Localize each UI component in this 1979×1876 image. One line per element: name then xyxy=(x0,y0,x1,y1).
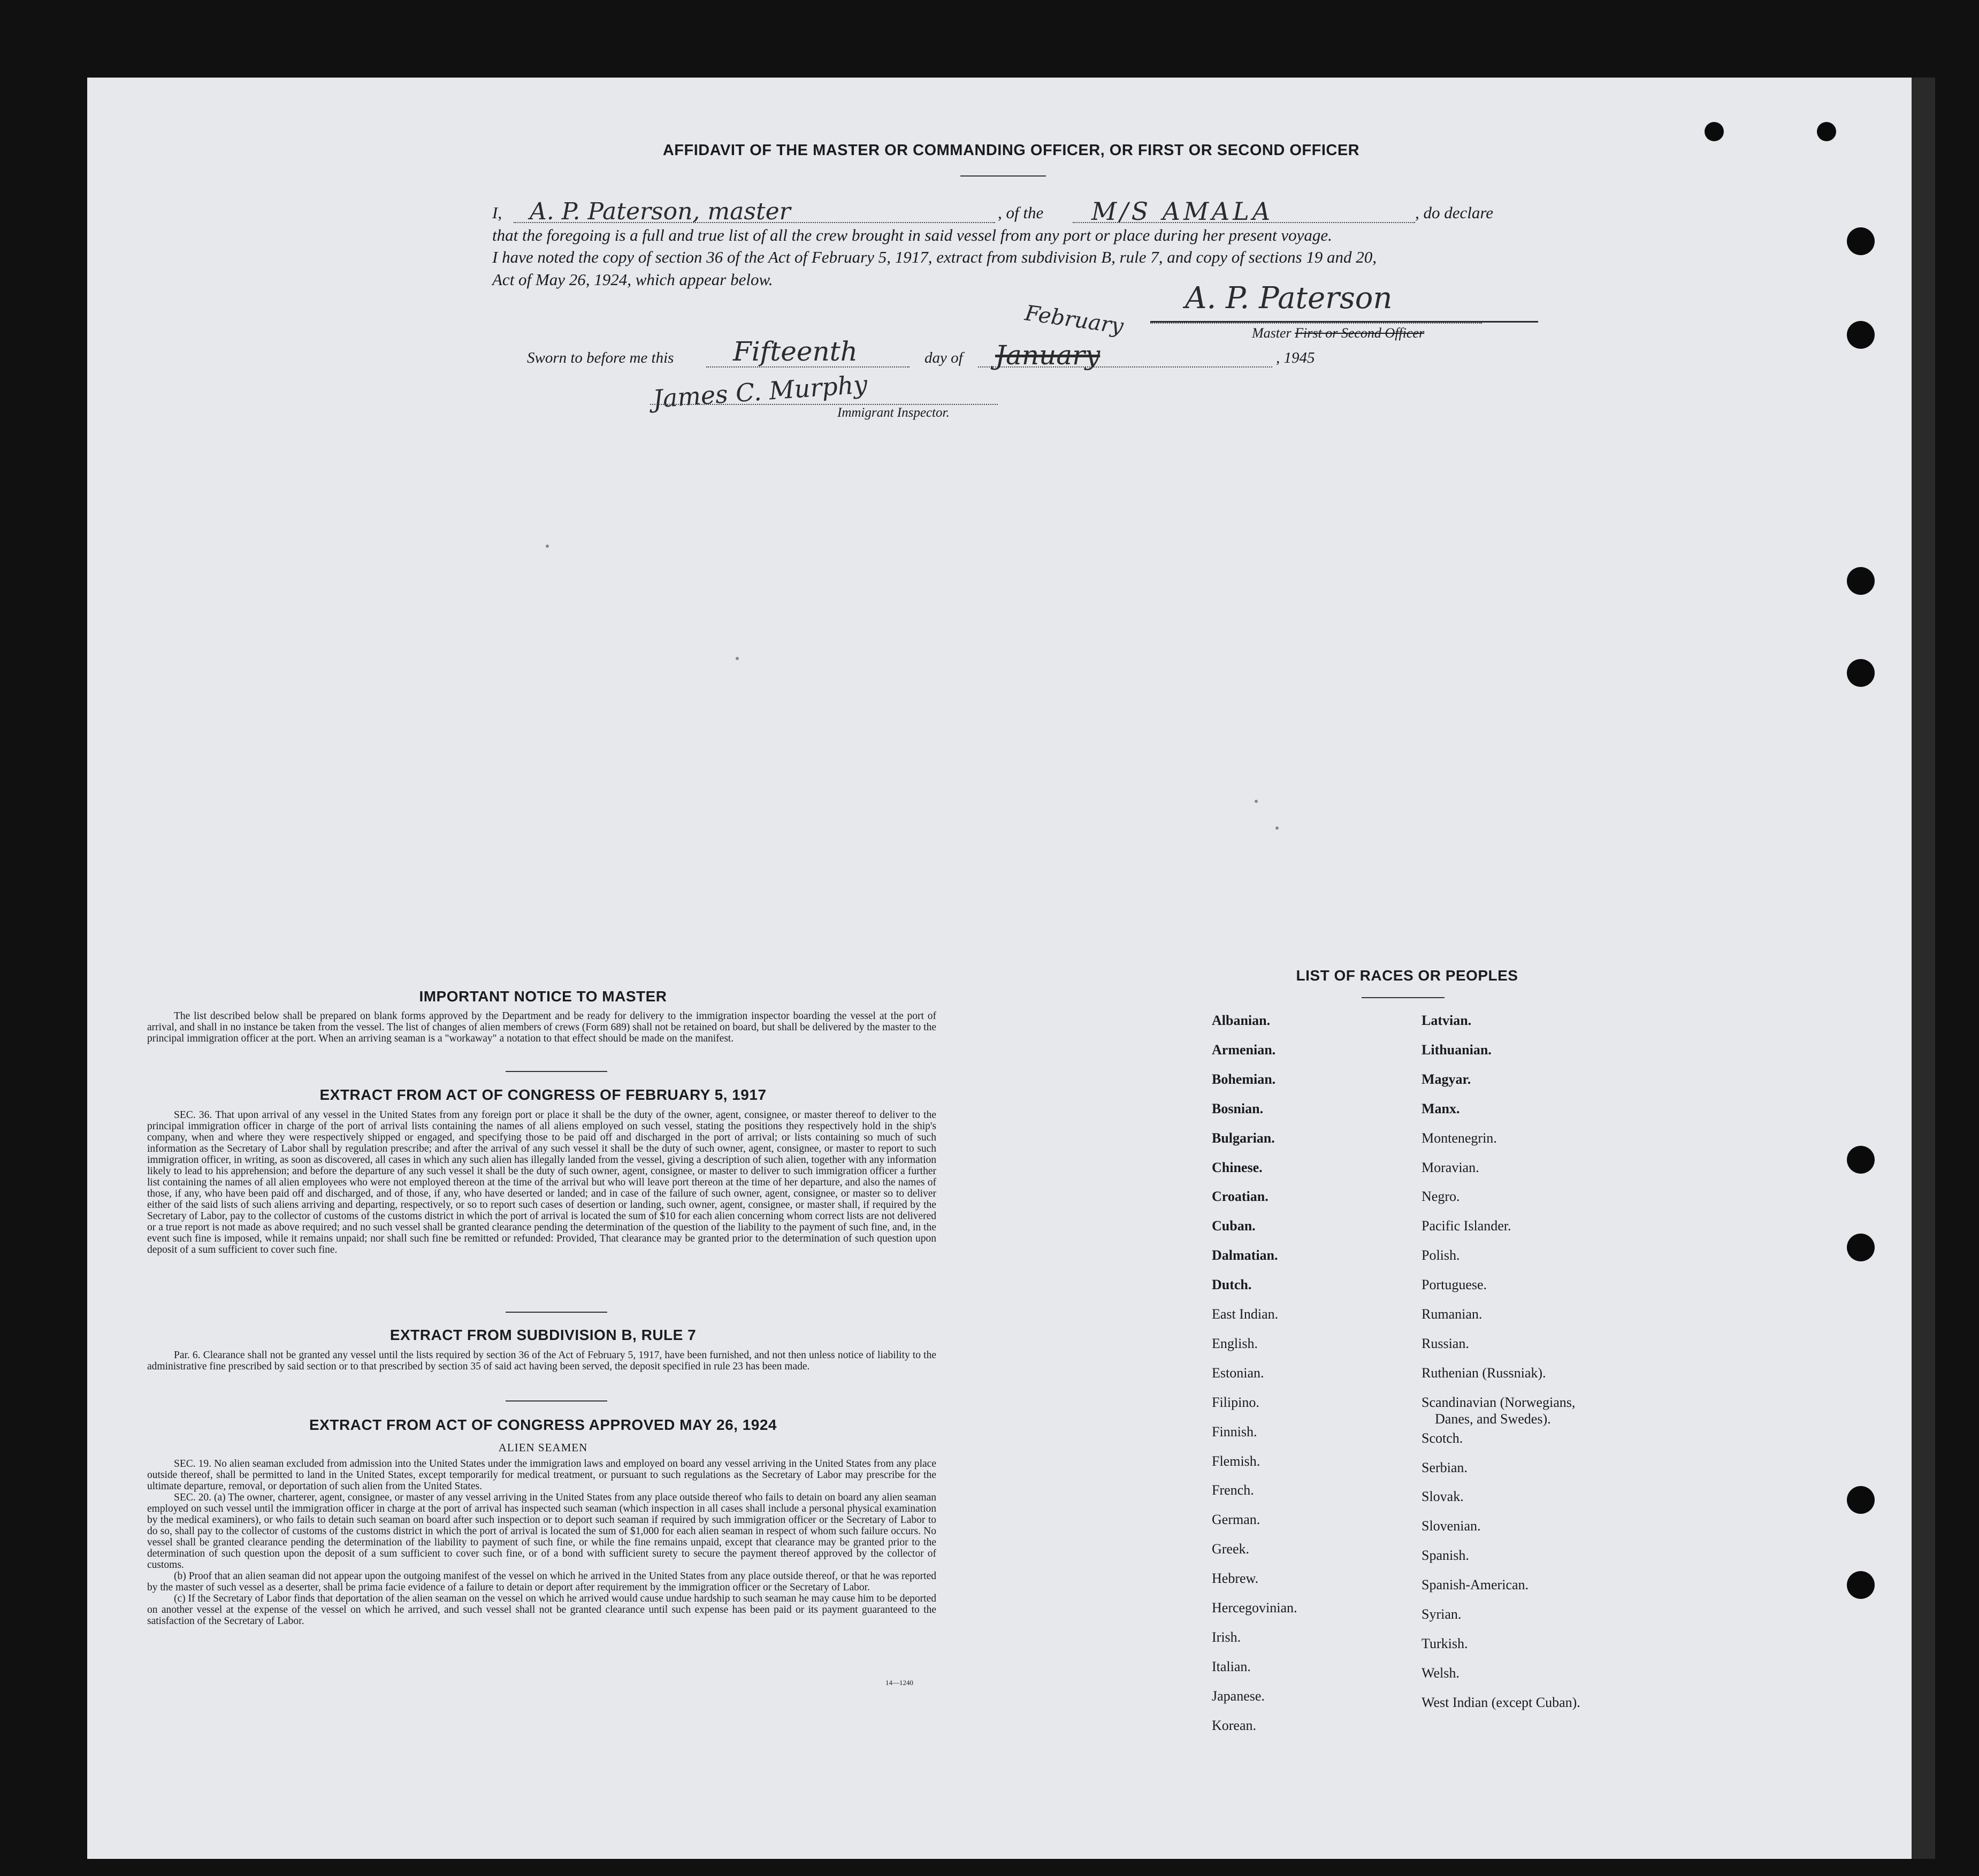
race-item: Serbian. xyxy=(1422,1459,1468,1475)
race-item: Bulgarian. xyxy=(1212,1130,1275,1146)
inspector-label: Immigrant Inspector. xyxy=(837,405,950,420)
month-correction-handwritten: February xyxy=(1023,301,1125,339)
master-label xyxy=(1252,325,1424,341)
race-item: Bohemian. xyxy=(1212,1071,1276,1087)
race-item: Flemish. xyxy=(1212,1453,1260,1469)
race-item: Filipino. xyxy=(1212,1394,1259,1410)
notice-title: IMPORTANT NOTICE TO MASTER xyxy=(419,988,667,1005)
race-item: Spanish. xyxy=(1422,1548,1469,1564)
extract-1917-title: EXTRACT FROM ACT OF CONGRESS OF FEBRUARY 5, 1917 xyxy=(319,1086,767,1103)
divider xyxy=(506,1312,607,1313)
race-item: Russian. xyxy=(1422,1335,1469,1351)
race-item: Moravian. xyxy=(1422,1159,1479,1175)
extract-rule7-title: EXTRACT FROM SUBDIVISION B, RULE 7 xyxy=(389,1327,697,1343)
alien-seamen-subtitle: ALIEN SEAMEN xyxy=(498,1441,588,1454)
race-item: Rumanian. xyxy=(1422,1306,1483,1322)
of-the-text: , of the xyxy=(998,203,1044,222)
sworn-text: Sworn to before me this xyxy=(527,349,674,366)
pronoun: I, xyxy=(492,203,502,222)
race-item: Syrian. xyxy=(1422,1606,1462,1622)
race-item: Dutch. xyxy=(1212,1277,1252,1293)
title-divider xyxy=(960,175,1046,177)
extract-1917-text: SEC. 36. That upon arrival of any vessel in the United States from any foreign port or place it shall be the duty of the owner, agent, consignee, or master thereof to deliver to the principal immigration officer in charge of the port of arrival lists containing the names of all aliens employed on such vessel, stating the positions they respectively hold in the ship's company, when and where they were respectively shipped or engaged, and specifying those to be paid off and discharged in the port of arrival; or lists containing so much of such information as the Secretary of Labor shall by regulation prescribe; and after the arrival of any such vessel it shall be the duty of such owner, agent, consignee, or master to report to such immigration officer, in writing, as soon as discovered, all cases in which any such alien has illegally landed from the vessel, giving a description of such alien, together with any information likely to lead to his apprehension; and before the departure of any such vessel it shall be the duty of such owner, agent, consignee, or master to deliver to such immigration officer a further list containing the names of all alien employees who were not employed thereon at the time of the arrival but who will leave port thereon at the time of her departure, and also the names of those, if any, who have been paid off and discharged, and of those, if any, who have deserted or landed; and in case of the failure of such owner, agent, consignee, or master so to deliver either of the said lists of such aliens arriving and departing, respectively, or so to report such cases of desertion or landing, such owner, agent, consignee, or master shall, if required by the Secretary of Labor, pay to the collector of customs of the customs district in which the port of arrival is located the sum of $10 for each alien concerning whom correct lists are not delivered or a true report is not made as above required; and no such vessel shall be granted clearance pending the determination of the question of the liability to the payment of such fine, and, in the event such fine is imposed, while it remains unpaid; nor shall such fine be remitted or refunded: Provided, That clearance may be granted prior to the determination of such question upon deposit of a sum sufficient to cover such fine. xyxy=(147,1109,936,1255)
race-item: Latvian. xyxy=(1422,1013,1472,1028)
race-item: Chinese. xyxy=(1212,1159,1263,1175)
race-item-continuation: Danes, and Swedes). xyxy=(1435,1411,1551,1427)
master-word: Master xyxy=(1252,325,1292,341)
race-item: Armenian. xyxy=(1212,1042,1276,1058)
do-declare-text: , do declare xyxy=(1415,203,1494,222)
race-item: Estonian. xyxy=(1212,1365,1264,1381)
race-item: East Indian. xyxy=(1212,1306,1279,1322)
race-item: Polish. xyxy=(1422,1247,1460,1264)
punch-hole xyxy=(1847,321,1875,349)
race-item: Lithuanian. xyxy=(1422,1042,1492,1058)
affidavit-line-4: Act of May 26, 1924, which appear below. xyxy=(492,270,773,289)
master-name-handwritten: A. P. Paterson, master xyxy=(530,198,791,225)
day-of-text: day of xyxy=(924,349,963,366)
race-item: Slovak. xyxy=(1422,1489,1464,1505)
race-item: Magyar. xyxy=(1422,1071,1471,1087)
form-number: 14—1240 xyxy=(885,1679,913,1687)
notice-text: The list described below shall be prepared on blank forms approved by the Department and be ready for delivery to the immigration inspector boarding the vessel at the port of arrival, and shall in no instance be taken from the vessel. The list of changes of alien members of crews (Form 689) shall not be retained on board, but shall be delivered by the master to the principal immigration officer at the port. When an arriving seaman is a "workaway" a notation to that effect should be made on the manifest. xyxy=(147,1010,936,1044)
punch-hole xyxy=(1847,1486,1875,1514)
race-item: Japanese. xyxy=(1212,1688,1265,1704)
race-item: Portuguese. xyxy=(1422,1277,1487,1293)
race-item: Montenegrin. xyxy=(1422,1130,1497,1146)
race-item: Spanish-American. xyxy=(1422,1577,1529,1593)
punch-hole xyxy=(1847,659,1875,687)
day-handwritten: Fifteenth xyxy=(733,336,858,367)
divider xyxy=(506,1071,607,1072)
race-item: Ruthenian (Russniak). xyxy=(1422,1365,1546,1381)
affidavit-title: AFFIDAVIT OF THE MASTER OR COMMANDING OFFICER, OR FIRST OR SECOND OFFICER xyxy=(662,142,1360,159)
race-item: Slovenian. xyxy=(1422,1518,1481,1534)
race-item: Albanian. xyxy=(1212,1013,1271,1028)
month-struck-handwritten: January xyxy=(995,340,1101,371)
race-item: Italian. xyxy=(1212,1658,1251,1674)
section-20c: (c) If the Secretary of Labor finds that deportation of the alien seaman on the vessel on which he arrived would cause undue hardship to such seaman he may cause him to be deported on another vessel at the expense of the vessel on which he arrived, and such vessel shall not be granted clearance until such expense has been paid or its payment guaranteed to the satisfaction of the Secretary of Labor. xyxy=(147,1593,936,1627)
race-item: Welsh. xyxy=(1422,1665,1460,1681)
race-item: Dalmatian. xyxy=(1212,1247,1278,1264)
race-item: Hebrew. xyxy=(1212,1571,1259,1587)
punch-hole xyxy=(1847,1146,1875,1174)
race-item: Scotch. xyxy=(1422,1430,1463,1446)
punch-hole xyxy=(1847,567,1875,595)
affidavit-line-2: that the foregoing is a full and true list of all the crew brought in said vessel from any port or place during her present voyage. xyxy=(492,226,1332,244)
race-item: Hercegovinian. xyxy=(1212,1600,1297,1615)
punch-hole xyxy=(1817,122,1836,141)
year-text: , 1945 xyxy=(1276,349,1315,366)
master-signature-line xyxy=(1150,323,1482,324)
speck xyxy=(1255,800,1258,803)
race-item: Irish. xyxy=(1212,1629,1241,1645)
affidavit-line-3: I have noted the copy of section 36 of the Act of February 5, 1917, extract from subdivision B, rule 7, and copy of sections 19 and 20, xyxy=(492,248,1377,266)
section-19: SEC. 19. No alien seaman excluded from admission into the United States under the immigration laws and employed on board any vessel arriving in the United States from any place outside thereof, shall be permitted to land in the United States, except temporarily for medical treatment, or pursuant to such regulations as the Secretary of Labor may prescribe for the ultimate departure, removal, or deportation of such alien from the United States. xyxy=(147,1458,936,1492)
extract-1924-title: EXTRACT FROM ACT OF CONGRESS APPROVED MAY 26, 1924 xyxy=(309,1416,777,1433)
race-item: West Indian (except Cuban). xyxy=(1422,1694,1580,1710)
officer-struck: First or Second Officer xyxy=(1295,325,1425,341)
race-item: Negro. xyxy=(1422,1189,1460,1205)
race-item: French. xyxy=(1212,1482,1254,1498)
races-title: LIST OF RACES OR PEOPLES xyxy=(1296,967,1518,984)
race-item: Finnish. xyxy=(1212,1423,1257,1439)
speck xyxy=(546,545,549,548)
race-item: Korean. xyxy=(1212,1717,1257,1733)
speck xyxy=(1275,826,1279,830)
race-item: Greek. xyxy=(1212,1541,1250,1557)
punch-hole xyxy=(1847,1571,1875,1599)
section-20b: (b) Proof that an alien seaman did not appear upon the outgoing manifest of the vessel on which he arrived in the United States from any place outside thereof, or that he was reported by the master of such vessel as a deserter, shall be prima facie evidence of a failure to detain or deport after requirement by the immigration officer or the Secretary of Labor. xyxy=(147,1571,936,1593)
vessel-name-handwritten: M/S AMALA xyxy=(1091,197,1274,226)
race-item: English. xyxy=(1212,1335,1258,1351)
section-20a: SEC. 20. (a) The owner, charterer, agent, consignee, or master of any vessel arriving in the United States from any place outside thereof who fails to detain on board any alien seaman employed on such vessel until the immigration officer in charge at the port of arrival has inspected such seaman (which inspection in all cases shall include a personal physical examination by the medical examiners), or who fails to detain such seaman on board after such inspection or to deport such seaman if required by such immigration officer or the Secretary of Labor to do so, shall pay to the collector of customs of the customs district in which the port of arrival is located the sum of $1,000 for each alien seaman in respect of whom such failure occurs. No vessel shall be granted clearance pending the determination of the liability to payment of such fine, or while the fine remains unpaid, except that clearance may be granted prior to the determination of such question upon the deposit of a sum sufficient to cover such fine, or of a bond with sufficient surety to secure the payment thereof approved by the collector of customs. xyxy=(147,1492,936,1571)
race-item: Manx. xyxy=(1422,1100,1460,1116)
race-item: Pacific Islander. xyxy=(1422,1218,1511,1234)
divider xyxy=(506,1400,607,1402)
race-item: German. xyxy=(1212,1512,1260,1528)
punch-hole xyxy=(1847,227,1875,255)
extract-1924-text xyxy=(147,1458,936,1627)
punch-hole xyxy=(1847,1234,1875,1261)
race-item: Croatian. xyxy=(1212,1189,1269,1205)
master-signature: A. P. Paterson xyxy=(1185,281,1393,316)
scan-border xyxy=(1912,78,1935,1859)
race-item: Bosnian. xyxy=(1212,1100,1264,1116)
divider xyxy=(1362,997,1445,998)
race-item: Turkish. xyxy=(1422,1635,1468,1651)
race-item: Scandinavian (Norwegians, xyxy=(1422,1394,1576,1410)
inspector-signature: James C. Murphy xyxy=(652,370,868,414)
race-item: Cuban. xyxy=(1212,1218,1256,1234)
speck xyxy=(736,657,739,660)
punch-hole xyxy=(1705,122,1724,141)
extract-rule7-text: Par. 6. Clearance shall not be granted any vessel until the lists required by section 36 of the Act of February 5, 1917, have been furnished, and not then unless notice of liability to the administrative fine prescribed by said section or to that prescribed by section 35 of said act having been served, the deposit specified in rule 23 has been made. xyxy=(147,1350,936,1372)
inspector-line xyxy=(650,404,998,405)
